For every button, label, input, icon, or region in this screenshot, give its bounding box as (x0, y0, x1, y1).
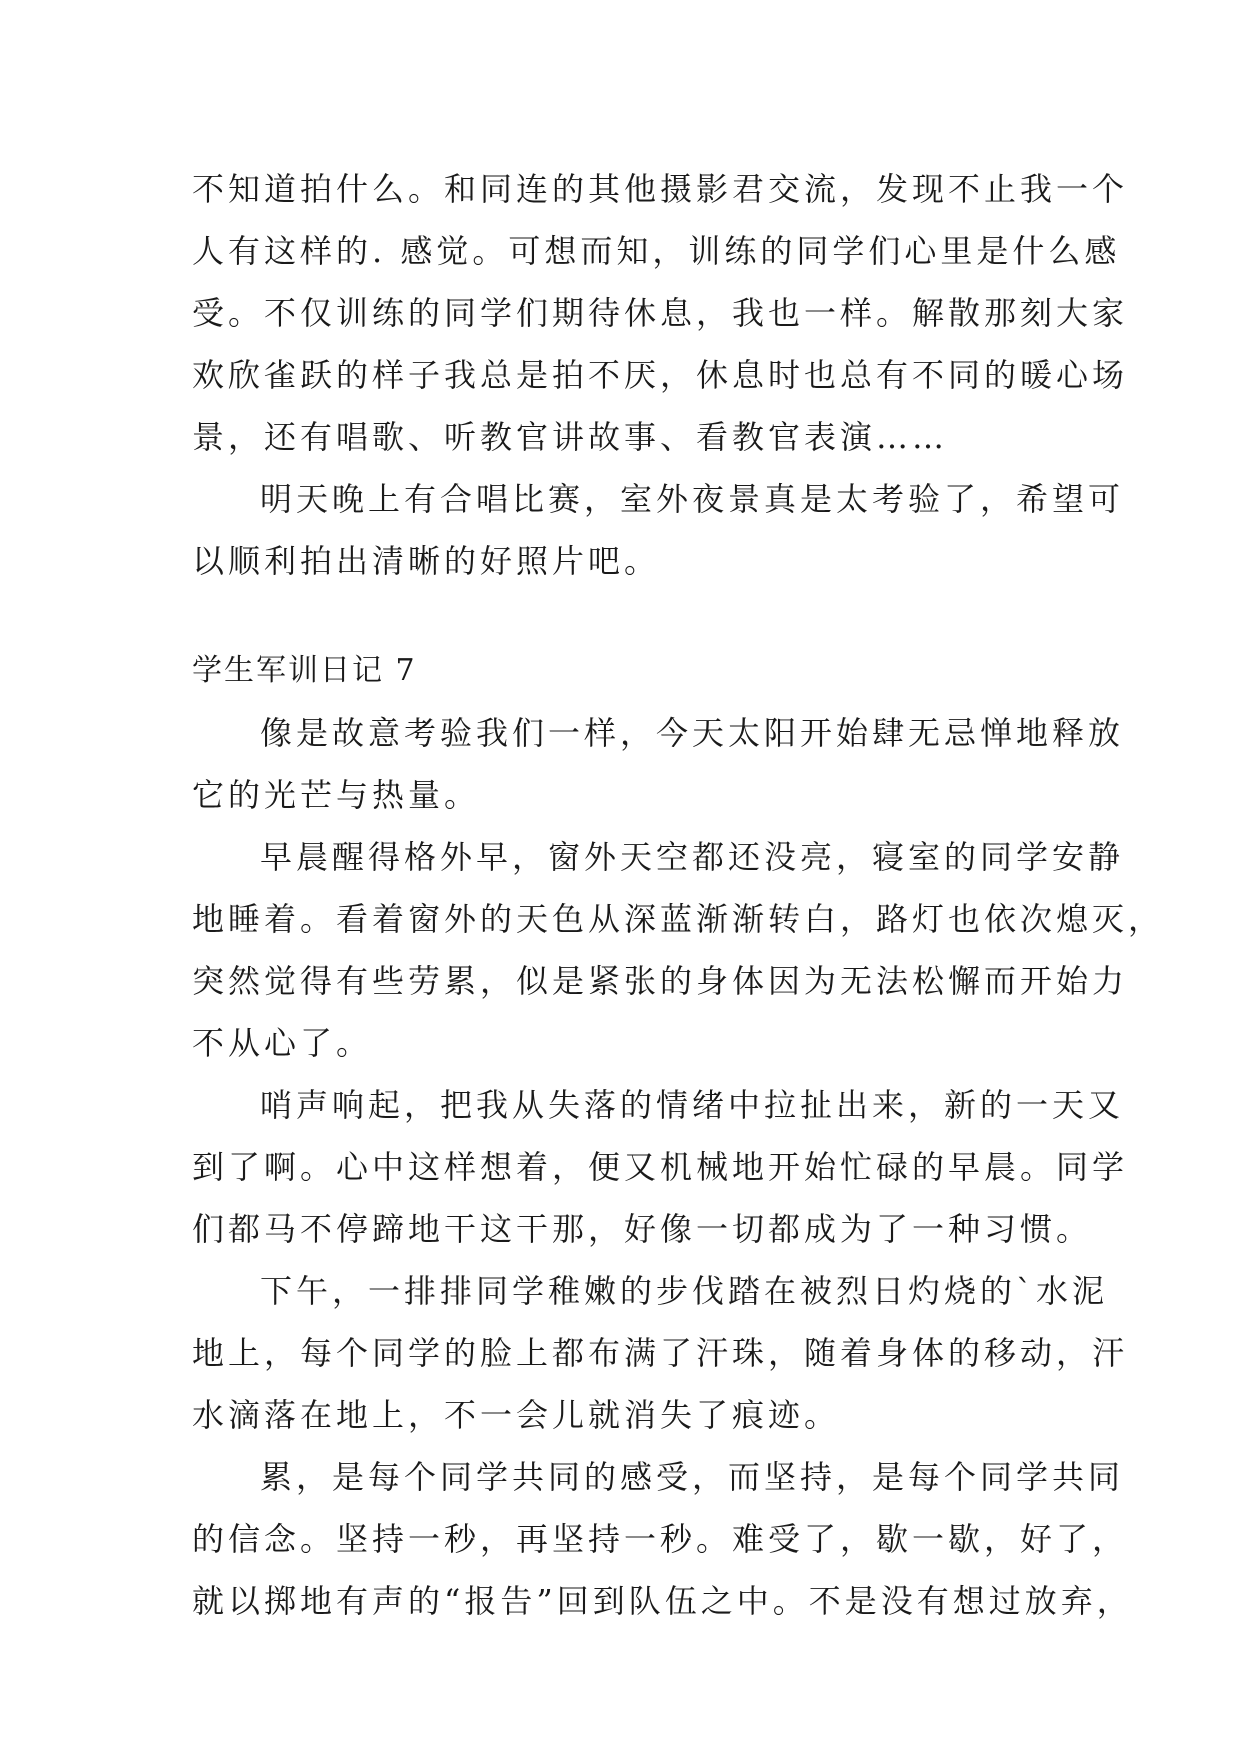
paragraph (192, 1074, 1129, 1260)
text-line: 人有这样的. 感觉。可想而知，训练的同学们心里是什么感 (192, 232, 1121, 270)
text-line: 早晨醒得格外早，窗外天空都还没亮，寝室的同学安静 (260, 838, 1125, 876)
text-line: 明天晚上有合唱比赛，室外夜景真是太考验了，希望可 (260, 480, 1125, 518)
text-line: 受。不仅训练的同学们期待休息，我也一样。解散那刻大家 (192, 294, 1129, 332)
text-line: 水滴落在地上，不一会儿就消失了痕迹。 (192, 1396, 841, 1434)
paragraph-continued (192, 158, 1129, 468)
paragraph (192, 1446, 1133, 1632)
section-gap (192, 592, 1052, 640)
text-line: 突然觉得有些劳累，似是紧张的身体因为无法松懈而开始力 (192, 962, 1129, 1000)
text-line: 累，是每个同学共同的感受，而坚持，是每个同学共同 (260, 1458, 1125, 1496)
paragraph (192, 826, 1165, 1074)
text-line: 就以掷地有声的“报告”回到队伍之中。不是没有想过放弃， (192, 1582, 1133, 1620)
document-page (192, 158, 1165, 1632)
text-line: 到了啊。心中这样想着，便又机械地开始忙碌的早晨。同学 (192, 1148, 1129, 1186)
text-line: 像是故意考验我们一样，今天太阳开始肆无忌惮地释放 (260, 714, 1125, 752)
text-line: 欢欣雀跃的样子我总是拍不厌，休息时也总有不同的暖心场 (192, 356, 1129, 394)
section-heading: 学生军训日记 7 (192, 653, 417, 688)
paragraph (192, 1260, 1129, 1446)
text-line: 地睡着。看着窗外的天色从深蓝渐渐转白，路灯也依次熄灭， (192, 900, 1165, 938)
text-line: 下午，一排排同学稚嫩的步伐踏在被烈日灼烧的`水泥 (260, 1272, 1109, 1310)
text-line: 以顺利拍出清晰的好照片吧。 (192, 542, 661, 580)
text-line: 不从心了。 (192, 1024, 373, 1062)
text-line: 不知道拍什么。和同连的其他摄影君交流，发现不止我一个 (192, 170, 1129, 208)
paragraph (192, 702, 1125, 826)
text-line: 哨声响起，把我从失落的情绪中拉扯出来，新的一天又 (260, 1086, 1125, 1124)
text-line: 的信念。坚持一秒，再坚持一秒。难受了，歇一歇，好了， (192, 1520, 1129, 1558)
text-line: 地上，每个同学的脸上都布满了汗珠，随着身体的移动，汗 (192, 1334, 1129, 1372)
text-line: 们都马不停蹄地干这干那，好像一切都成为了一种习惯。 (192, 1210, 1093, 1248)
text-line: 景，还有唱歌、听教官讲故事、看教官表演…… (192, 418, 949, 456)
text-line: 它的光芒与热量。 (192, 776, 481, 814)
paragraph (192, 468, 1125, 592)
